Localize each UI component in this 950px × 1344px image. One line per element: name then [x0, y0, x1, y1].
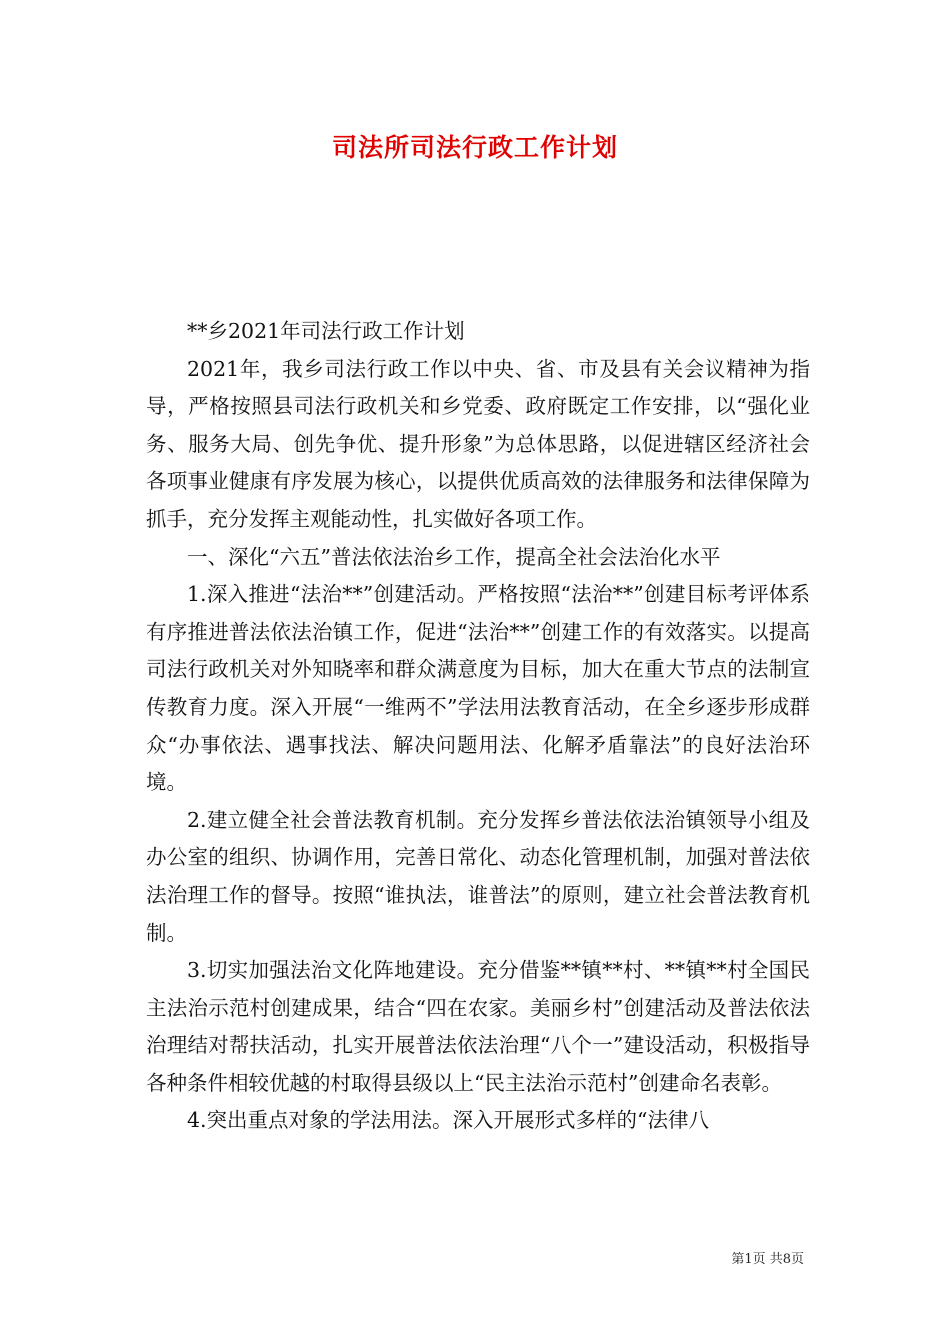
- subtitle-paragraph: **乡2021年司法行政工作计划: [187, 319, 465, 343]
- document-body: [146, 313, 810, 1140]
- item-paragraph-1: 1.深入推进“法治**”创建活动。严格按照“法治**”创建目标考评体系有序推进普法依法治镇工作，促进“法治**”创建工作的有效落实。以提高司法行政机关对外知晓率和群众满意度为目标，加大在重大节点的法制宣传教育力度。深入开展“一维两不”学法用法教育活动，在全乡逐步形成群众“办事依法、遇事找法、解决问题用法、化解矛盾靠法”的良好法治环境。: [146, 582, 810, 795]
- document-title: 司法所司法行政工作计划: [331, 133, 618, 162]
- page-number: 第1页 共8页: [731, 1252, 804, 1267]
- section-heading: 一、深化“六五”普法依法治乡工作，提高全社会法治化水平: [187, 544, 721, 569]
- item-paragraph-4: 4.突出重点对象的学法用法。深入开展形式多样的“法律八: [187, 1108, 710, 1133]
- item-paragraph-3: 3.切实加强法治文化阵地建设。充分借鉴**镇**村、**镇**村全国民主法治示范村创建成果，结合“四在农家。美丽乡村”创建活动及普法依法治理结对帮扶活动，扎实开展普法依法治理“八个一”建设活动，积极指导各种条件相较优越的村取得县级以上“民主法治示范村”创建命名表彰。: [146, 958, 810, 1095]
- item-paragraph-2: 2.建立健全社会普法教育机制。充分发挥乡普法依法治镇领导小组及办公室的组织、协调作用，完善日常化、动态化管理机制，加强对普法依法治理工作的督导。按照“谁执法，谁普法”的原则，建立社会普法教育机制。: [146, 807, 810, 945]
- intro-paragraph: 2021年，我乡司法行政工作以中央、省、市及县有关会议精神为指导，严格按照县司法行政机关和乡党委、政府既定工作安排，以“强化业务、服务大局、创先争优、提升形象”为总体思路，以促进辖区经济社会各项事业健康有序发展为核心，以提供优质高效的法律服务和法律保障为抓手，充分发挥主观能动性，扎实做好各项工作。: [146, 356, 810, 531]
